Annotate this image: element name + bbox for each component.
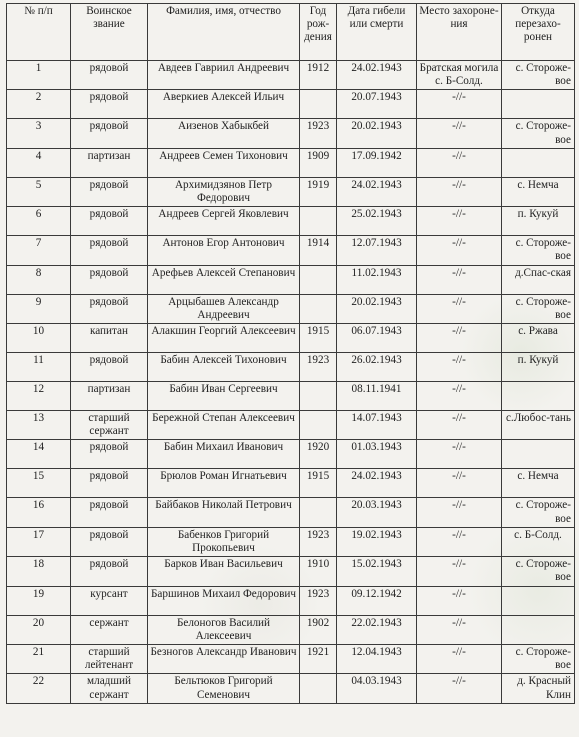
cell-rank: старший лейтенант <box>71 645 148 674</box>
cell-burial-place: -//- <box>417 527 502 556</box>
table-row <box>7 207 575 236</box>
table-row <box>7 90 575 119</box>
cell-birth-year: 1910 <box>300 557 337 586</box>
cell-number: 1 <box>7 61 71 90</box>
cell-birth-year: 1912 <box>300 61 337 90</box>
cell-number: 3 <box>7 119 71 148</box>
table-row <box>7 527 575 556</box>
cell-birth-year <box>300 207 337 236</box>
cell-number: 22 <box>7 674 71 703</box>
table-row <box>7 440 575 469</box>
cell-reburied-from <box>502 586 575 615</box>
cell-burial-place: -//- <box>417 265 502 294</box>
cell-rank: капитан <box>71 324 148 353</box>
cell-burial-place: -//- <box>417 469 502 498</box>
cell-death-date: 20.02.1943 <box>337 294 417 323</box>
cell-number: 11 <box>7 353 71 382</box>
cell-reburied-from: с. Немча <box>502 177 575 206</box>
cell-full-name: Бабин Михаил Иванович <box>148 440 300 469</box>
cell-death-date: 15.02.1943 <box>337 557 417 586</box>
cell-burial-place: -//- <box>417 382 502 411</box>
cell-rank: партизан <box>71 148 148 177</box>
cell-death-date: 25.02.1943 <box>337 207 417 236</box>
cell-reburied-from: с. Стороже-вое <box>502 119 575 148</box>
table-row <box>7 148 575 177</box>
cell-birth-year: 1914 <box>300 236 337 265</box>
cell-burial-place: -//- <box>417 674 502 703</box>
cell-death-date: 12.07.1943 <box>337 236 417 265</box>
cell-reburied-from: с. Ржава <box>502 324 575 353</box>
table-row <box>7 324 575 353</box>
cell-birth-year <box>300 411 337 440</box>
cell-number: 12 <box>7 382 71 411</box>
cell-reburied-from <box>502 90 575 119</box>
cell-rank: рядовой <box>71 207 148 236</box>
cell-burial-place: -//- <box>417 294 502 323</box>
cell-full-name: Баршинов Михаил Федорович <box>148 586 300 615</box>
cell-number: 13 <box>7 411 71 440</box>
cell-death-date: 08.11.1941 <box>337 382 417 411</box>
cell-death-date: 24.02.1943 <box>337 177 417 206</box>
cell-rank: рядовой <box>71 440 148 469</box>
cell-burial-place: -//- <box>417 177 502 206</box>
cell-full-name: Бабин Иван Сергеевич <box>148 382 300 411</box>
cell-birth-year: 1919 <box>300 177 337 206</box>
cell-burial-place: -//- <box>417 148 502 177</box>
cell-death-date: 04.03.1943 <box>337 674 417 703</box>
cell-death-date: 14.07.1943 <box>337 411 417 440</box>
cell-full-name: Алакшин Георгий Алексеевич <box>148 324 300 353</box>
cell-birth-year: 1909 <box>300 148 337 177</box>
cell-birth-year: 1920 <box>300 440 337 469</box>
burial-list-table <box>6 3 575 704</box>
cell-full-name: Бабенков Григорий Прокопьевич <box>148 527 300 556</box>
table-row <box>7 645 575 674</box>
cell-full-name: Арцыбашев Александр Андреевич <box>148 294 300 323</box>
cell-number: 18 <box>7 557 71 586</box>
cell-burial-place: -//- <box>417 498 502 527</box>
cell-full-name: Безногов Александр Иванович <box>148 645 300 674</box>
cell-death-date: 24.02.1943 <box>337 61 417 90</box>
cell-reburied-from: д. Красный Клин <box>502 674 575 703</box>
table-header-row <box>7 4 575 61</box>
cell-reburied-from: п. Кукуй <box>502 207 575 236</box>
cell-full-name: Авдеев Гавриил Андреевич <box>148 61 300 90</box>
cell-reburied-from: с.Любос-тань <box>502 411 575 440</box>
cell-full-name: Белоногов Василий Алексеевич <box>148 615 300 644</box>
header-burial-place: Место захороне-ния <box>417 4 502 61</box>
cell-reburied-from <box>502 148 575 177</box>
table-row <box>7 265 575 294</box>
cell-rank: рядовой <box>71 527 148 556</box>
cell-full-name: Бережной Степан Алексеевич <box>148 411 300 440</box>
cell-rank: рядовой <box>71 177 148 206</box>
cell-reburied-from <box>502 382 575 411</box>
cell-rank: рядовой <box>71 353 148 382</box>
cell-death-date: 20.03.1943 <box>337 498 417 527</box>
cell-burial-place: -//- <box>417 411 502 440</box>
cell-number: 14 <box>7 440 71 469</box>
cell-death-date: 06.07.1943 <box>337 324 417 353</box>
cell-death-date: 26.02.1943 <box>337 353 417 382</box>
header-rank: Воинское звание <box>71 4 148 61</box>
cell-rank: рядовой <box>71 469 148 498</box>
cell-full-name: Аизенов Хабыкбей <box>148 119 300 148</box>
cell-burial-place: -//- <box>417 615 502 644</box>
cell-rank: партизан <box>71 382 148 411</box>
cell-reburied-from: п. Кукуй <box>502 353 575 382</box>
table-row <box>7 119 575 148</box>
cell-number: 20 <box>7 615 71 644</box>
table-body <box>7 61 575 704</box>
cell-number: 17 <box>7 527 71 556</box>
cell-burial-place: -//- <box>417 557 502 586</box>
cell-burial-place: -//- <box>417 586 502 615</box>
cell-rank: рядовой <box>71 265 148 294</box>
cell-rank: младший сержант <box>71 674 148 703</box>
cell-rank: сержант <box>71 615 148 644</box>
cell-number: 5 <box>7 177 71 206</box>
table-row <box>7 236 575 265</box>
table-row <box>7 382 575 411</box>
table-row <box>7 177 575 206</box>
cell-rank: старший сержант <box>71 411 148 440</box>
cell-reburied-from: с. Стороже-вое <box>502 498 575 527</box>
cell-birth-year <box>300 674 337 703</box>
cell-death-date: 17.09.1942 <box>337 148 417 177</box>
cell-death-date: 20.07.1943 <box>337 90 417 119</box>
cell-reburied-from <box>502 615 575 644</box>
cell-birth-year: 1923 <box>300 586 337 615</box>
cell-rank: рядовой <box>71 61 148 90</box>
cell-full-name: Бабин Алексей Тихонович <box>148 353 300 382</box>
header-death-date: Дата гибели или смерти <box>337 4 417 61</box>
cell-birth-year: 1923 <box>300 353 337 382</box>
header-number: № п/п <box>7 4 71 61</box>
cell-number: 4 <box>7 148 71 177</box>
cell-burial-place: -//- <box>417 90 502 119</box>
cell-rank: рядовой <box>71 294 148 323</box>
cell-number: 6 <box>7 207 71 236</box>
cell-rank: рядовой <box>71 498 148 527</box>
cell-full-name: Байбаков Николай Петрович <box>148 498 300 527</box>
cell-reburied-from: с. Б-Солд. <box>502 527 575 556</box>
cell-rank: рядовой <box>71 557 148 586</box>
table-row <box>7 498 575 527</box>
cell-reburied-from: с. Стороже-вое <box>502 236 575 265</box>
cell-burial-place: -//- <box>417 353 502 382</box>
cell-death-date: 09.12.1942 <box>337 586 417 615</box>
table-row <box>7 615 575 644</box>
cell-rank: рядовой <box>71 236 148 265</box>
cell-full-name: Андреев Семен Тихонович <box>148 148 300 177</box>
cell-number: 9 <box>7 294 71 323</box>
cell-burial-place: -//- <box>417 119 502 148</box>
cell-birth-year: 1915 <box>300 469 337 498</box>
cell-birth-year <box>300 294 337 323</box>
cell-burial-place: -//- <box>417 236 502 265</box>
cell-birth-year <box>300 90 337 119</box>
cell-full-name: Бельтюков Григорий Семенович <box>148 674 300 703</box>
cell-full-name: Антонов Егор Антонович <box>148 236 300 265</box>
cell-burial-place: Братская могила с. Б-Солд. <box>417 61 502 90</box>
cell-full-name: Андреев Сергей Яковлевич <box>148 207 300 236</box>
cell-rank: рядовой <box>71 90 148 119</box>
cell-reburied-from: с. Стороже-вое <box>502 645 575 674</box>
table-row <box>7 469 575 498</box>
cell-birth-year <box>300 498 337 527</box>
cell-number: 21 <box>7 645 71 674</box>
cell-birth-year: 1915 <box>300 324 337 353</box>
header-reburied-from: Откуда перезахо-ронен <box>502 4 575 61</box>
cell-death-date: 12.04.1943 <box>337 645 417 674</box>
cell-reburied-from: с. Немча <box>502 469 575 498</box>
table-row <box>7 557 575 586</box>
header-full-name: Фамилия, имя, отчество <box>148 4 300 61</box>
cell-number: 7 <box>7 236 71 265</box>
cell-reburied-from: с. Стороже-вое <box>502 557 575 586</box>
table-row <box>7 61 575 90</box>
cell-death-date: 20.02.1943 <box>337 119 417 148</box>
cell-death-date: 19.02.1943 <box>337 527 417 556</box>
table-row <box>7 674 575 703</box>
cell-death-date: 11.02.1943 <box>337 265 417 294</box>
table-row <box>7 411 575 440</box>
cell-number: 10 <box>7 324 71 353</box>
cell-burial-place: -//- <box>417 645 502 674</box>
cell-birth-year: 1923 <box>300 527 337 556</box>
cell-birth-year <box>300 382 337 411</box>
table-row <box>7 294 575 323</box>
cell-birth-year: 1902 <box>300 615 337 644</box>
cell-death-date: 22.02.1943 <box>337 615 417 644</box>
cell-full-name: Аверкиев Алексей Ильич <box>148 90 300 119</box>
cell-reburied-from: с. Стороже-вое <box>502 61 575 90</box>
cell-full-name: Архимидзянов Петр Федорович <box>148 177 300 206</box>
cell-reburied-from: с. Стороже-вое <box>502 294 575 323</box>
table-row <box>7 353 575 382</box>
cell-full-name: Брюлов Роман Игнатьевич <box>148 469 300 498</box>
cell-number: 8 <box>7 265 71 294</box>
cell-rank: курсант <box>71 586 148 615</box>
cell-birth-year <box>300 265 337 294</box>
cell-full-name: Арефьев Алексей Степанович <box>148 265 300 294</box>
cell-number: 19 <box>7 586 71 615</box>
cell-number: 2 <box>7 90 71 119</box>
cell-burial-place: -//- <box>417 324 502 353</box>
cell-death-date: 24.02.1943 <box>337 469 417 498</box>
cell-birth-year: 1921 <box>300 645 337 674</box>
cell-number: 15 <box>7 469 71 498</box>
cell-number: 16 <box>7 498 71 527</box>
cell-birth-year: 1923 <box>300 119 337 148</box>
cell-rank: рядовой <box>71 119 148 148</box>
cell-burial-place: -//- <box>417 440 502 469</box>
cell-reburied-from <box>502 440 575 469</box>
cell-full-name: Барков Иван Васильевич <box>148 557 300 586</box>
cell-reburied-from: д.Спас-ская <box>502 265 575 294</box>
table-row <box>7 586 575 615</box>
header-birth-year: Год рож-дения <box>300 4 337 61</box>
cell-burial-place: -//- <box>417 207 502 236</box>
cell-death-date: 01.03.1943 <box>337 440 417 469</box>
